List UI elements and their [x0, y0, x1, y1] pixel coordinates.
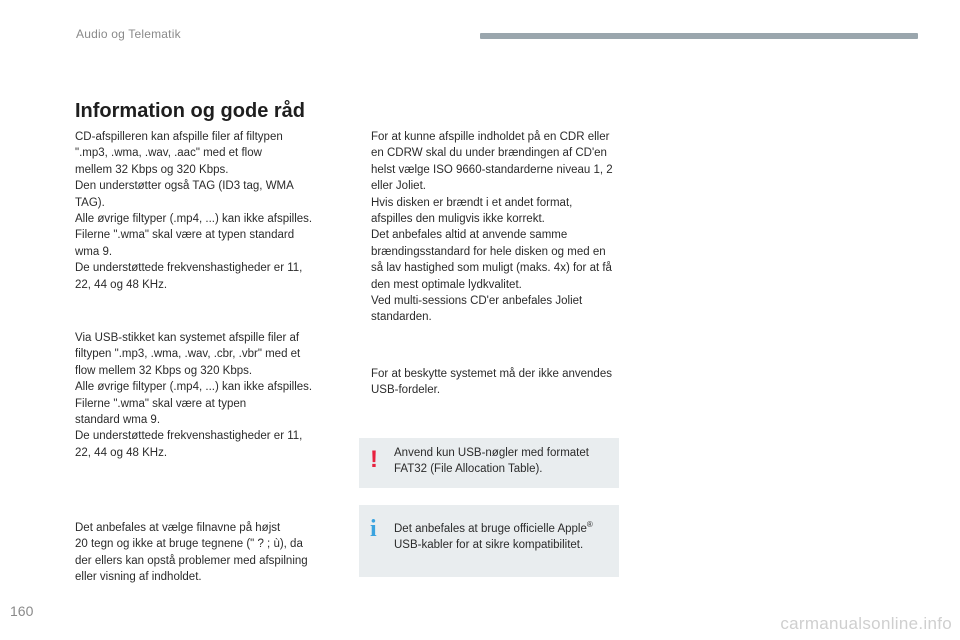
- header-bar: [480, 33, 918, 39]
- page-number: 160: [10, 603, 34, 619]
- trademark-symbol: ®: [586, 520, 593, 529]
- left-paragraph-cd-formats: CD-afspilleren kan afspille filer af filtypen ".mp3, .wma, .wav, .aac" med et flow mellem 32 Kbps og 320 Kbps. Den understøtter også TAG (ID3 tag, WMA TAG). Alle øvrige filtyper (.mp4, ...) kan ikke afspilles. Filerne ".wma" skal være at typen standard wma 9. De understøttede frekvenshastigheder er 11, 22, 44 og 48 KHz.: [75, 131, 313, 291]
- right-paragraph-cdr-burning: For at kunne afspille indholdet på en CDR eller en CDRW skal du under brændingen af CD'en helst vælge ISO 9660-standarderne niveau 1, 2 eller Joliet. Hvis disken er brændt i et andet format, afspilles den muligvis ikke korrekt. Det anbefales altid at anvende samme brændingsstandard for hele disken og med en så lav hastighed som muligt (maks. 4x) for at få den mest optimale lydkvalitet. Ved multi-sessions CD'er anbefales Joliet standarden.: [371, 131, 613, 324]
- warning-icon: !: [370, 446, 378, 473]
- right-paragraph-usb-hub: For at beskytte systemet må der ikke anvendes USB-fordeler.: [371, 368, 612, 397]
- info-note-text-end: USB-kabler for at sikre kompatibilitet.: [394, 539, 584, 552]
- warning-note: [359, 438, 619, 488]
- header-section-title: Audio og Telematik: [76, 27, 181, 41]
- page-title: Information og gode råd: [75, 100, 305, 122]
- info-note-text-start: Det anbefales at bruge officielle Apple: [394, 522, 587, 535]
- info-icon: i: [370, 516, 377, 542]
- warning-note-text: Anvend kun USB-nøgler med formatet FAT32 (File Allocation Table).: [394, 447, 589, 476]
- left-paragraph-filenames: Det anbefales at vælge filnavne på højst 20 tegn og ikke at bruge tegnene (" ? ; ù), da der ellers kan opstå problemer med afspilning eller visning af indholdet.: [75, 522, 308, 584]
- info-note-text: [394, 517, 614, 554]
- watermark: carmanualsonline.info: [780, 614, 952, 633]
- info-note: [359, 505, 619, 577]
- left-paragraph-usb-formats: Via USB-stikket kan systemet afspille filer af filtypen ".mp3, .wma, .wav, .cbr, .vbr" med et flow mellem 32 Kbps og 320 Kbps. Alle øvrige filtyper (.mp4, ...) kan ikke afspilles. Filerne ".wma" skal være at typen standard wma 9. De understøttede frekvenshastigheder er 11, 22, 44 og 48 KHz.: [75, 332, 313, 459]
